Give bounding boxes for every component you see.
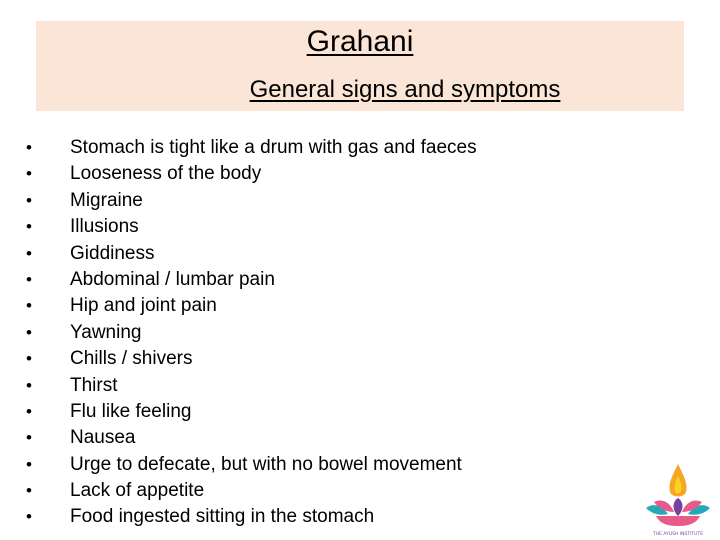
title-band <box>36 21 684 111</box>
diya-lamp-icon <box>640 462 716 538</box>
list-item-text: Nausea <box>70 427 136 449</box>
bullet-marker: • <box>26 269 32 289</box>
bullet-marker: • <box>26 164 32 184</box>
list-item-text: Thirst <box>70 374 118 396</box>
list-item-text: Lack of appetite <box>70 480 205 502</box>
lamp-base <box>656 516 700 526</box>
list-item-text: Migraine <box>70 189 143 211</box>
list-item-text: Giddiness <box>70 242 155 264</box>
slide-title: Grahani <box>306 25 414 58</box>
bullet-marker: • <box>26 296 32 316</box>
list-item-text: Chills / shivers <box>70 348 193 370</box>
list-item-text: Food ingested sitting in the stomach <box>70 506 375 528</box>
bullet-marker: • <box>26 349 32 369</box>
bullet-marker: • <box>26 322 32 342</box>
list-item-text: Looseness of the body <box>70 163 262 185</box>
bullet-marker: • <box>26 401 32 421</box>
list-item-text: Illusions <box>70 216 139 238</box>
bullet-marker: • <box>26 428 32 448</box>
bullet-marker: • <box>26 454 32 474</box>
logo-caption: THE AYUSH INSTITUTE <box>652 532 704 537</box>
bullet-marker: • <box>26 243 32 263</box>
bullet-marker: • <box>26 217 32 237</box>
slide-subtitle: General signs and symptoms <box>249 76 561 103</box>
bullet-marker: • <box>26 481 32 501</box>
list-item-text: Yawning <box>70 321 142 343</box>
list-item-text: Abdominal / lumbar pain <box>70 268 275 290</box>
bullet-marker: • <box>26 507 32 527</box>
list-item-text: Flu like feeling <box>70 400 192 422</box>
list-item-text: Stomach is tight like a drum with gas and faeces <box>70 137 477 158</box>
bullet-marker: • <box>26 138 32 157</box>
bullet-marker: • <box>26 190 32 210</box>
petal-center <box>674 498 683 516</box>
bullet-marker: • <box>26 375 32 395</box>
list-item-text: Hip and joint pain <box>70 295 217 317</box>
list-item-text: Urge to defecate, but with no bowel movement <box>70 453 462 475</box>
